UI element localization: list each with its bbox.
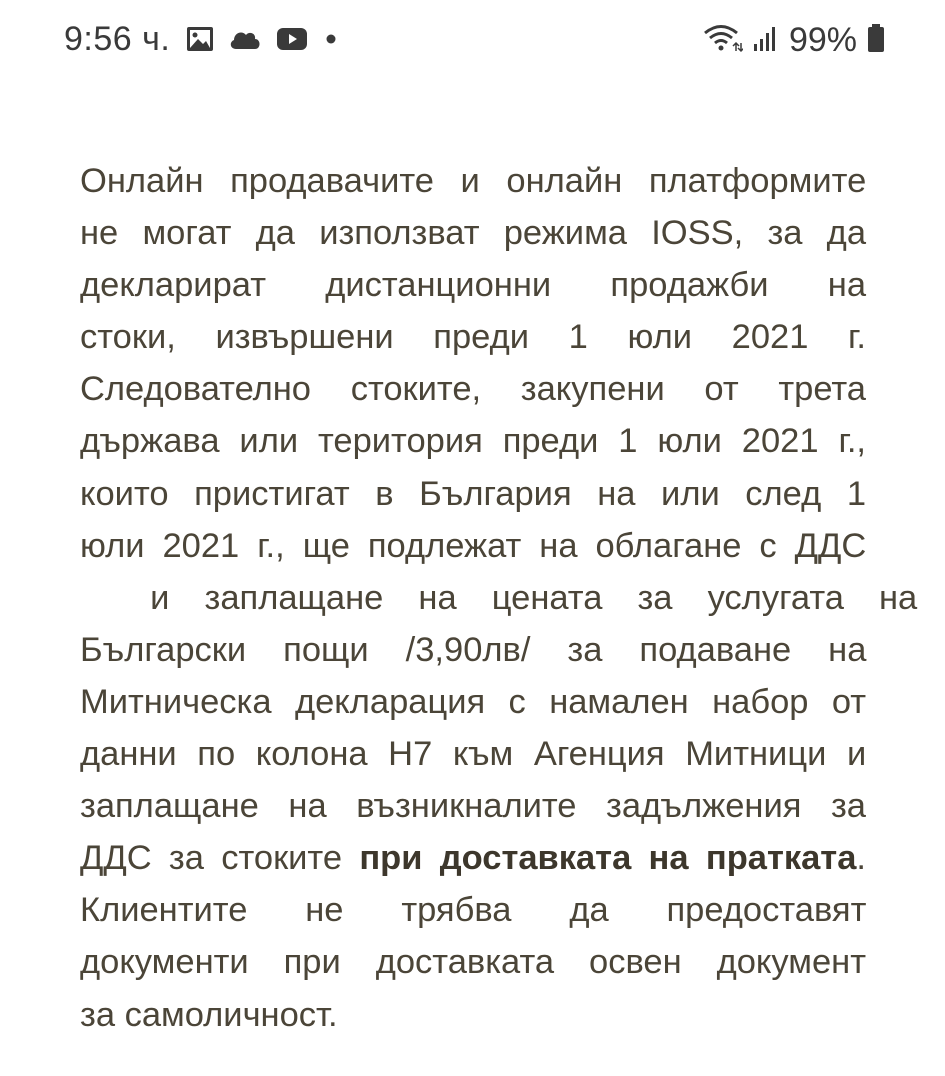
text-line: Български пощи /3,90лв/ за подаване на bbox=[80, 630, 867, 669]
cloud-icon bbox=[228, 28, 262, 50]
notification-icons bbox=[186, 24, 340, 54]
text-line-with-bold bbox=[80, 832, 866, 884]
text-line: данни по колона H7 към Агенция Митници и bbox=[80, 735, 867, 774]
wifi-icon bbox=[703, 23, 743, 58]
text-line: юли 2021 г., ще подлежат на облагане с ДДС bbox=[80, 526, 867, 565]
text-line: Онлайн продавачите и онлайн платформите bbox=[80, 162, 867, 200]
text-line: заплащане на възникналите задължения за bbox=[80, 787, 866, 826]
text-line: и заплащане на цената за услугата на bbox=[80, 578, 918, 617]
text-line: Следователно стоките, закупени от трета bbox=[80, 370, 866, 409]
text-line: които пристигат в България на или след 1 bbox=[80, 474, 867, 513]
text-segment: . bbox=[856, 839, 866, 878]
article-text bbox=[80, 155, 918, 1041]
image-icon bbox=[186, 26, 214, 52]
youtube-icon bbox=[276, 27, 308, 51]
status-time: 9:56 ч. bbox=[64, 20, 171, 58]
bold-text: при доставката на пратката bbox=[359, 839, 857, 878]
system-icons bbox=[703, 20, 885, 60]
status-bar bbox=[0, 0, 945, 80]
text-line: документи при доставката освен документ bbox=[80, 943, 866, 982]
dot-icon bbox=[322, 27, 340, 51]
text-line: не могат да използват режима IOSS, за да bbox=[80, 214, 866, 253]
text-line: Клиентите не трябва да предоставят bbox=[80, 891, 867, 930]
signal-icon bbox=[753, 24, 779, 57]
text-line: декларират дистанционни продажби на bbox=[80, 266, 867, 305]
battery-icon bbox=[867, 23, 885, 58]
text-line: стоки, извършени преди 1 юли 2021 г. bbox=[80, 318, 866, 357]
text-line: държава или територия преди 1 юли 2021 г., bbox=[80, 422, 866, 461]
text-segment: ДДС за стоките bbox=[80, 839, 360, 878]
text-line: Митническа декларация с намален набор от bbox=[80, 682, 867, 721]
battery-percent: 99% bbox=[788, 20, 857, 59]
text-line: за самоличност. bbox=[80, 995, 338, 1034]
